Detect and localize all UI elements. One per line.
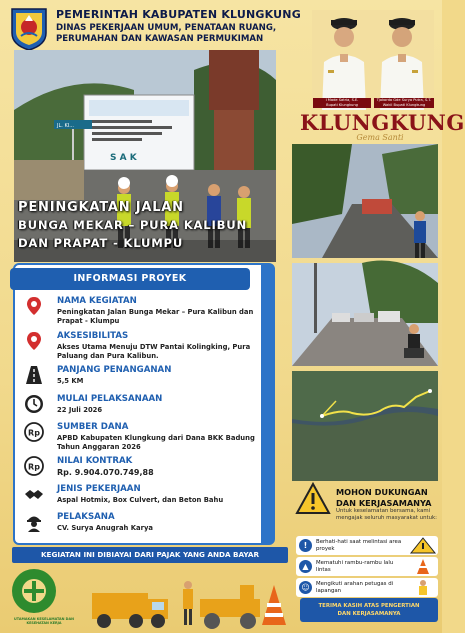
klungkung-emblem-icon <box>8 7 50 51</box>
info-heading: INFORMASI PROYEK <box>10 268 250 290</box>
notice-item: ☺ Mengikuti arahan petugas di lapangan <box>296 578 438 597</box>
rupiah-icon <box>24 422 44 442</box>
warning-icon <box>296 483 330 514</box>
info-label: NAMA KEGIATAN <box>57 296 137 306</box>
brand-tagline: Gema Santi <box>356 133 404 142</box>
calendar-icon <box>24 394 44 414</box>
project-title-line-2: BUNGA MEKAR – PURA KALIBUN <box>18 218 247 232</box>
alert-icon: ! <box>299 539 312 552</box>
flagman-icon <box>410 579 436 596</box>
traffic-sign-icon: ▲ <box>299 560 312 573</box>
klungkung-brand: KLUNGKUNG <box>300 110 465 135</box>
notice-subtitle: Untuk keselamatan bersama, kami mengajak seluruh masyarakat untuk: <box>336 508 437 521</box>
official-2-caption: Tjokorda Gde Surya Putra, S.T. Wakil Bupati Klungkung <box>374 98 434 108</box>
worker-icon <box>24 512 44 532</box>
info-label: PANJANG PENANGANAN <box>57 365 172 375</box>
info-value: APBD Kabupaten Klungkung dari Dana BKK Badung Tahun Anggaran 2026 <box>57 434 255 451</box>
k3-caption: UTAMAKAN KESELAMATAN DAN KESEHATAN KERJA <box>14 617 74 626</box>
info-label: NILAI KONTRAK <box>57 456 133 466</box>
government-title: PEMERINTAH KABUPATEN KLUNGKUNG <box>56 8 301 21</box>
official-1-caption: I Made Satria, S.E. Bupati Klungkung <box>313 98 371 108</box>
thanks-banner: TERIMA KASIH ATAS PENGERTIAN DAN KERJASAMANYA <box>300 598 438 622</box>
traffic-cone-icon <box>410 558 436 575</box>
map-pin-icon <box>24 331 44 351</box>
info-label: AKSESIBILITAS <box>57 331 129 341</box>
department-line-1: DINAS PEKERJAAN UMUM, PENATAAN RUANG, <box>56 23 277 33</box>
info-value: Peningkatan Jalan Bunga Mekar – Pura Kalibun dan Prapat - Klumpu <box>57 308 254 325</box>
k3-gear-logo <box>12 569 56 613</box>
handshake-icon <box>24 484 44 504</box>
info-value: 22 Juli 2026 <box>57 406 103 414</box>
funding-strip: KEGIATAN INI DIBIAYAI DARI PAJAK YANG ANDA BAYAR <box>12 547 288 563</box>
info-value: Aspal Hotmix, Box Culvert, dan Beton Bahu <box>57 496 224 504</box>
info-label: MULAI PELAKSANAAN <box>57 394 163 404</box>
caution-sign-icon <box>410 537 436 554</box>
info-value: CV. Surya Anugrah Karya <box>57 524 153 532</box>
info-label: PELAKSANA <box>57 512 115 522</box>
worker-icon: ☺ <box>299 581 312 594</box>
rupiah-icon <box>24 456 44 476</box>
info-value: 5,5 KM <box>57 377 84 385</box>
photo-sign-text: S A K <box>110 153 137 163</box>
info-value: Rp. 9.904.070.749,88 <box>57 468 154 477</box>
notice-title: MOHON DUKUNGAN DAN KERJASAMANYA <box>336 487 432 508</box>
info-value: Akses Utama Menuju DTW Pantai Kolingking, Pura Paluang dan Pura Kalibun. <box>57 343 251 360</box>
info-label: SUMBER DANA <box>57 422 129 432</box>
side-photo-route-map <box>292 371 438 481</box>
project-title-line-3: DAN PRAPAT - KLUMPU <box>18 236 184 250</box>
department-line-2: PERUMAHAN DAN KAWASAN PERMUKIMAN <box>56 34 264 44</box>
svg-text:Rp: Rp <box>28 428 40 438</box>
notice-item: ! Berhati-hati saat melintasi area proyek <box>296 536 438 555</box>
panel-accent <box>261 265 273 543</box>
side-photo-village-road <box>292 263 438 366</box>
notice-item: ▲ Mematuhi rambu-rambu lalu lintas <box>296 557 438 576</box>
side-photo-road-workers <box>292 144 438 258</box>
project-title-line-1: PENINGKATAN JALAN <box>18 200 184 215</box>
svg-text:Rp: Rp <box>28 462 40 472</box>
info-label: JENIS PEKERJAAN <box>57 484 141 494</box>
road-icon <box>24 365 44 385</box>
officials-portrait <box>312 10 434 110</box>
photo-street-sign: JL. KI... <box>57 123 74 129</box>
map-pin-icon <box>24 296 44 316</box>
department-name <box>56 23 296 45</box>
